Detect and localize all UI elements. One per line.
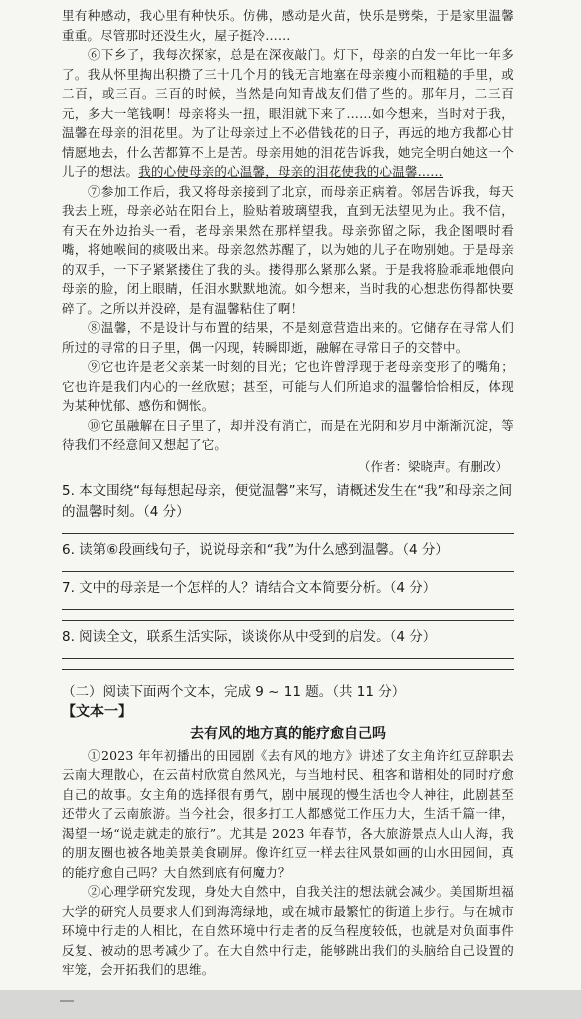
- passage-paragraph-6: [62, 45, 514, 182]
- passage-paragraph-8: ⑧温馨，不是设计与布置的结果，不是刻意营造出来的。它储存在寻常人们所过的寻常的日子里，偶一闪现，转瞬即逝，融解在寻常日子的交替中。: [62, 320, 514, 355]
- question-8-text: 8. 阅读全文，联系生活实际，谈谈你从中受到的启发。（4 分）: [62, 628, 437, 645]
- article-title: 去有风的地方真的能疗愈自己吗: [190, 725, 386, 742]
- answer-line[interactable]: [62, 609, 514, 610]
- text-one-tag: 【文本一】: [62, 703, 132, 720]
- article-paragraph-2: ②心理学研究发现，身处大自然中，自我关注的想法就会减少。美国斯坦福大学的研究人员要求人们到海湾绿地，或在城市最繁忙的街道上步行。与在城市环境中行走的人相比，在自然环境中行走者的反刍程度较低，也就是对负面事件反复、被动的思考减少了。在大自然中行走，能够跳出我们的头脑给自己设置的牢笼，会开拓我们的思维。: [62, 884, 514, 977]
- page-gap: [0, 990, 581, 1019]
- reading-content: [62, 6, 514, 980]
- question-8: [62, 627, 514, 670]
- answer-line[interactable]: [62, 620, 514, 621]
- answer-line[interactable]: [62, 658, 514, 659]
- paragraph-6-text: ⑥下乡了，我每次探家，总是在深夜敲门。灯下，母亲的白发一年比一年多了。我从怀里掏出积攒了三十几个月的钱无言地塞在母亲瘦小而粗糙的手里，或二百，或三百。三百的时候，当然是向知青战友们借了些的。那年月，二三百元，多大一笔钱啊！母亲将头一扭，眼泪就下来了……如今想来，当时对于我，温馨在母亲的泪花里。为了让母亲过上不必借钱花的日子，再远的地方我都心甘情愿地去，什么苦都算不上是苦。母亲用她的泪花告诉我，她完全明白她这一个儿子的想法。: [62, 47, 514, 179]
- section-2-heading: （二）阅读下面两个文本，完成 9 ~ 11 题。（共 11 分）: [62, 683, 406, 700]
- question-6-text: 6. 读第⑥段画线句子，说说母亲和“我”为什么感到温馨。（4 分）: [62, 541, 449, 558]
- author-note: （作者：梁晓声。有删改）: [357, 458, 508, 474]
- answer-line[interactable]: [62, 533, 514, 534]
- question-7-text: 7. 文中的母亲是一个怎样的人？请结合文本简要分析。（4 分）: [62, 579, 437, 596]
- answer-line[interactable]: [62, 571, 514, 572]
- answer-line[interactable]: [62, 669, 514, 670]
- passage-paragraph-7: ⑦参加工作后，我又将母亲接到了北京，而母亲正病着。邻居告诉我，每天我去上班，母亲必站在阳台上，脸贴着玻璃望我，直到无法望见为止。我不信，有天在外边抬头一看，老母亲果然在那样望我。母亲弥留之际，我企图喂时看嘴，将她喉间的痰吸出来。母亲忽然苏醒了，以为她的儿子在吻别她。于是母亲的双手，一下子紧紧搂住了我的头。搂得那么紧那么紧。于是我将脸乖乖地偎向母亲的脸，闭上眼睛，任泪水默默地流。如今想来，当时我的心想悲伤得都快要碎了。之所以并没碎，是有温馨粘住了啊！: [62, 183, 514, 316]
- question-5: [62, 481, 514, 534]
- article-paragraph-1: ①2023 年年初播出的田园剧《去有风的地方》讲述了女主角许红豆辞职去云南大理散心，在云苗村欣赏自然风光，与当地村民、租客和谐相处的同时疗愈自己的故事。女主角的选择很有勇气，剧中展现的慢生活也令人神往，此剧甚至还带火了云南旅游。当今社会，很多打工人都感觉工作压力大，生活千篇一律，渴望一场“说走就走的旅行”。尤其是 2023 年春节，各大旅游景点人山人海，我的朋友圈也被各地美景美食刷屏。像许红豆一样去往风景如画的山水田园间，真的能疗愈自己吗？大自然到底有何魔力？: [62, 747, 514, 880]
- question-7: [62, 578, 514, 621]
- passage-paragraph-9: ⑨它也许是老父亲某一时刻的目光；它也许曾浮现于老母亲变形了的嘴角；它也许是我们内心的一丝欣慰；甚至，可能与人们所追求的温馨恰恰相反，体现为某种忧郁、感伤和惆怅。: [62, 359, 514, 413]
- question-6: [62, 540, 514, 572]
- underlined-sentence: 我的心使母亲的心温馨，母亲的泪花使我的心温馨……: [138, 164, 444, 179]
- question-5-text: 5. 本文围绕“每每想起母亲，便觉温馨”来写，请概述发生在“我”和母亲之间的温馨时刻。（4 分）: [62, 482, 513, 520]
- next-page-mark: [60, 1000, 74, 1002]
- passage-paragraph-10: ⑩它虽融解在日子里了，却并没有消亡，而是在光阴和岁月中渐渐沉淀，等待我们不经意间又想起了它。: [62, 417, 514, 452]
- passage-paragraph-top: 里有种感动，我心里有种快乐。仿佛，感动是火苗，快乐是劈柴，于是家里温馨重重。尽管那时还没生火，屋子挺冷……: [62, 8, 514, 43]
